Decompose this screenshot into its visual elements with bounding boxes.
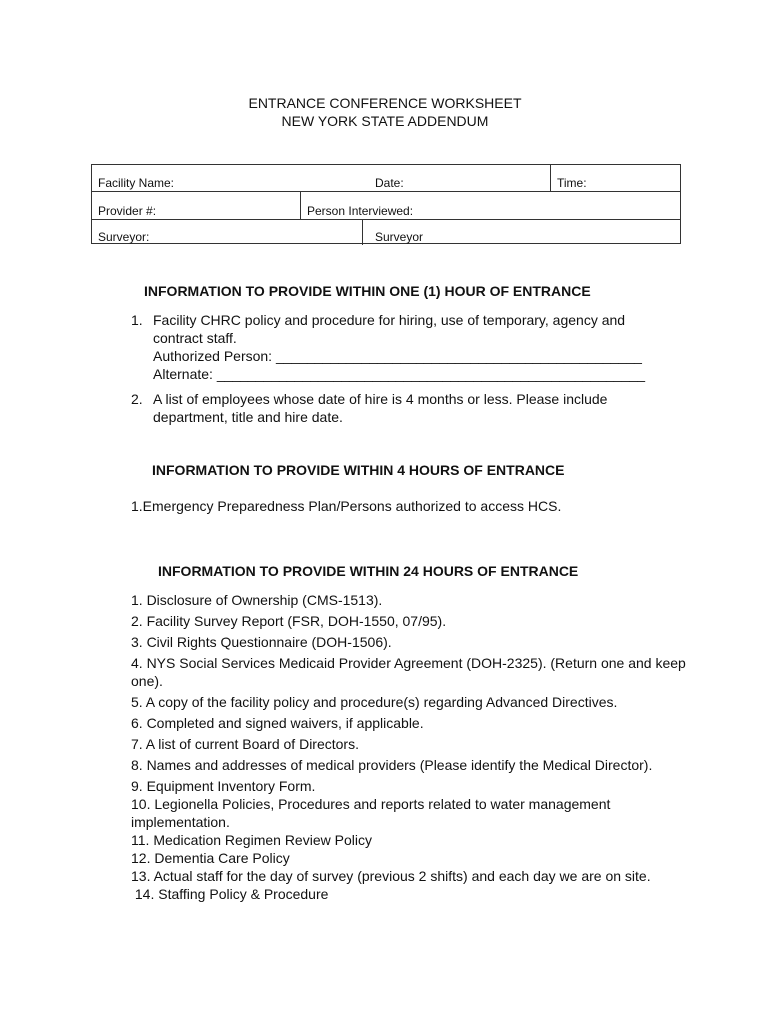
list-item: 11. Medication Regimen Review Policy: [131, 832, 372, 848]
section-heading-four-hours: INFORMATION TO PROVIDE WITHIN 4 HOURS OF ENTRANCE: [152, 462, 565, 478]
list-item: 9. Equipment Inventory Form.: [131, 778, 316, 794]
list-item: A list of employees whose date of hire is 4 months or less. Please include: [153, 391, 608, 407]
list-item-number: 1.: [131, 312, 143, 328]
list-item: 7. A list of current Board of Directors.: [131, 736, 359, 752]
list-item: 14. Staffing Policy & Procedure: [131, 886, 329, 902]
date-field[interactable]: Date:: [375, 176, 404, 190]
alternate-field[interactable]: Alternate: _______________________________________________________: [153, 366, 646, 382]
surveyor-field-2[interactable]: Surveyor: [375, 230, 424, 244]
list-item: 10. Legionella Policies, Procedures and reports related to water management implementation.: [131, 796, 611, 830]
list-item: Facility CHRC policy and procedure for hiring, use of temporary, agency and: [153, 312, 626, 328]
document-list-24-hours: [131, 591, 691, 903]
section-heading-one-hour: INFORMATION TO PROVIDE WITHIN ONE (1) HOUR OF ENTRANCE: [144, 283, 591, 299]
list-item: 2. Facility Survey Report (FSR, DOH-1550, 07/95).: [131, 613, 447, 629]
time-field[interactable]: Time:: [557, 176, 587, 190]
list-item: 6. Completed and signed waivers, if applicable.: [131, 715, 424, 731]
list-item: 1.Emergency Preparedness Plan/Persons authorized to access HCS.: [131, 498, 562, 514]
facility-name-field[interactable]: Facility Name:: [98, 176, 175, 190]
person-interviewed-field[interactable]: Person Interviewed:: [307, 204, 414, 218]
list-item: 5. A copy of the facility policy and procedure(s) regarding Advanced Directives.: [131, 694, 618, 710]
list-item: 3. Civil Rights Questionnaire (DOH-1506).: [131, 634, 392, 650]
list-item: 1. Disclosure of Ownership (CMS-1513).: [131, 592, 383, 608]
list-item: 8. Names and addresses of medical providers (Please identify the Medical Director).: [131, 757, 653, 773]
surveyor-field[interactable]: Surveyor:: [98, 230, 150, 244]
list-item: 13. Actual staff for the day of survey (previous 2 shifts) and each day we are on site.: [131, 868, 651, 884]
page-title: ENTRANCE CONFERENCE WORKSHEET: [248, 95, 522, 111]
section-heading-24-hours: INFORMATION TO PROVIDE WITHIN 24 HOURS OF ENTRANCE: [158, 563, 579, 579]
authorized-person-field[interactable]: Authorized Person: _______________________________________________: [153, 348, 642, 364]
facility-info-table: [91, 164, 681, 244]
list-item-continuation: department, title and hire date.: [153, 409, 343, 425]
list-item-number: 2.: [131, 391, 143, 407]
list-item: 12. Dementia Care Policy: [131, 850, 290, 866]
list-item: 4. NYS Social Services Medicaid Provider Agreement (DOH-2325). (Return one and keep one).: [131, 655, 686, 689]
list-item-continuation: contract staff.: [153, 330, 237, 346]
provider-number-field[interactable]: Provider #:: [98, 204, 157, 218]
page-subtitle: NEW YORK STATE ADDENDUM: [281, 113, 489, 129]
